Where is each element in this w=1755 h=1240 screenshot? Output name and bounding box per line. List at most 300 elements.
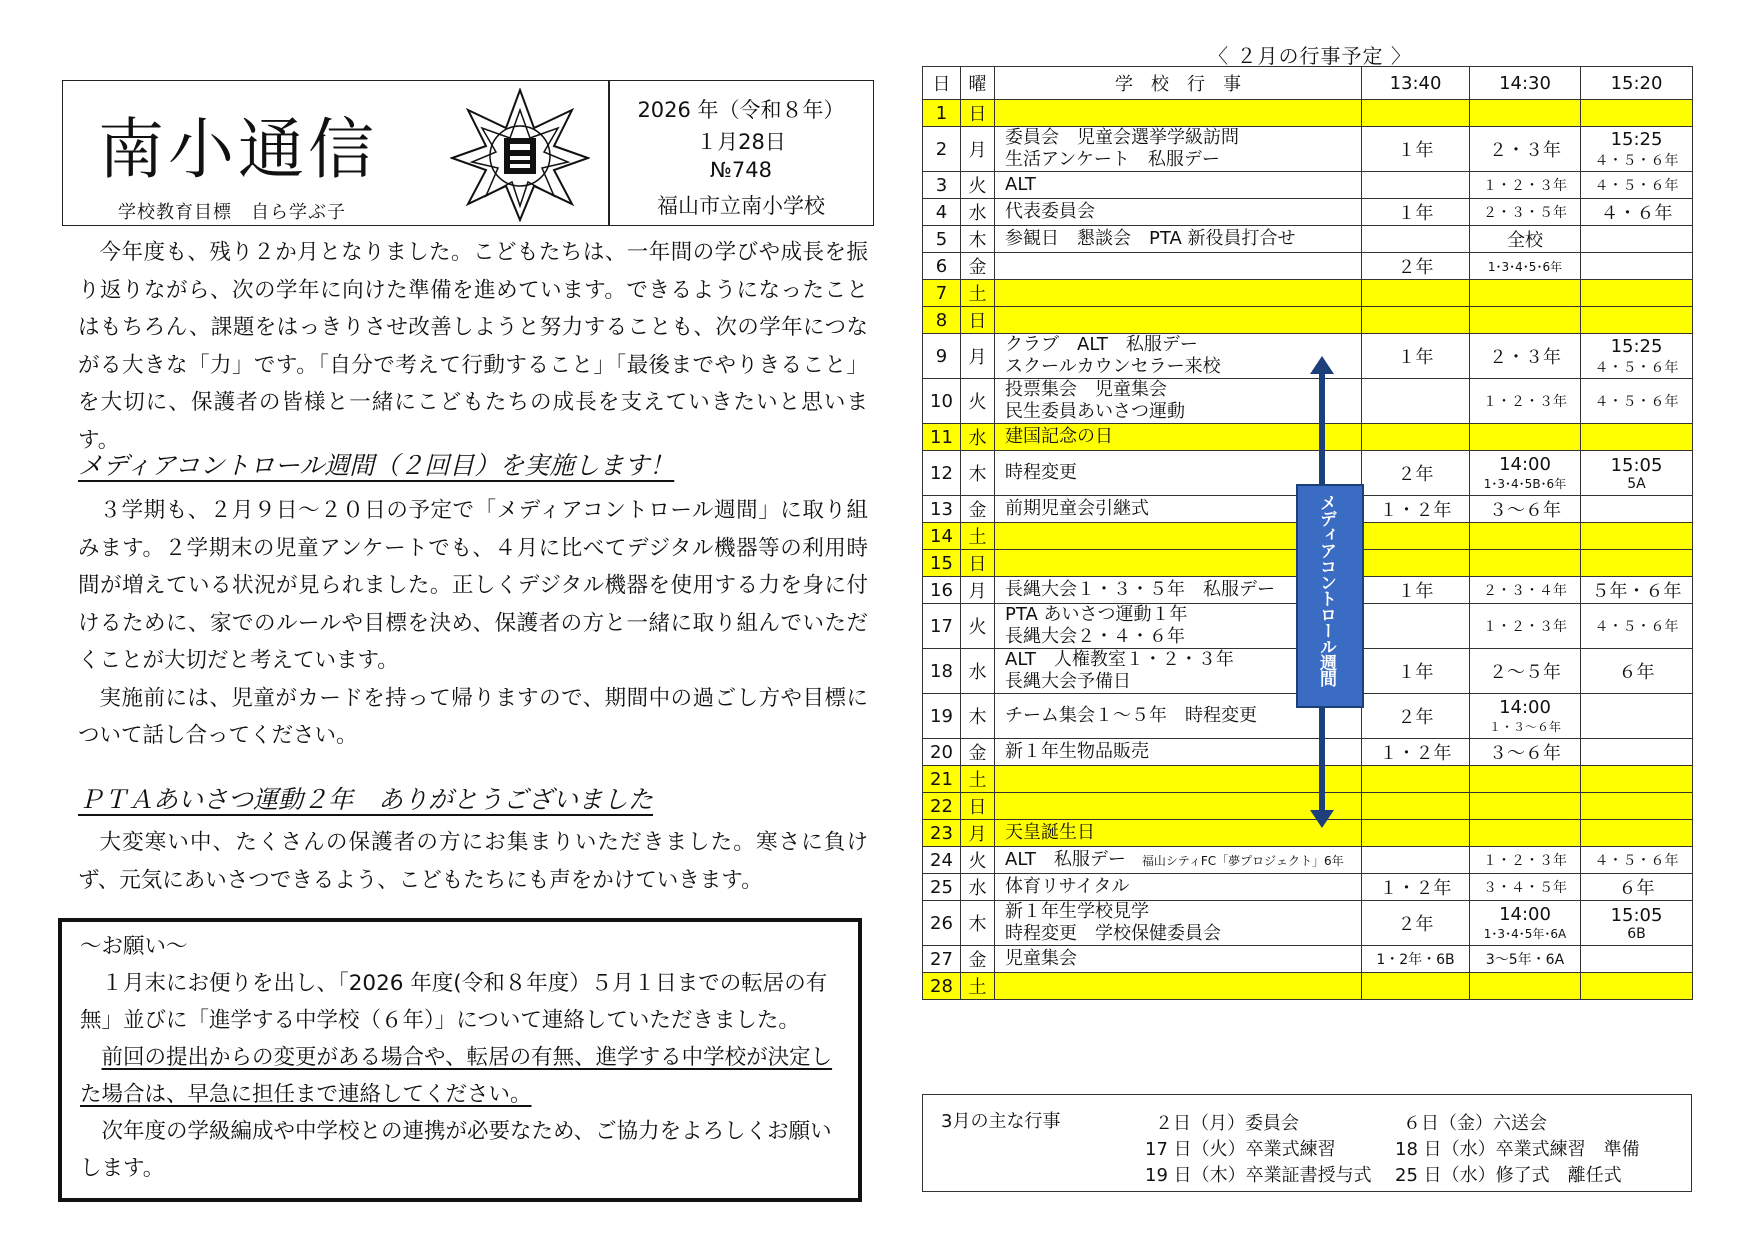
day-cell-text: 27 (930, 948, 953, 970)
weekday-cell-text: 火 (968, 176, 987, 197)
time-1430-cell (1470, 847, 1581, 874)
time-1430-cell (1470, 127, 1581, 172)
time-1520-cell (1581, 451, 1693, 496)
time-1520-cell-text: ６年 (1618, 662, 1655, 683)
time-1520-cell-text: 15:05 (1610, 904, 1663, 926)
paragraph: 実施前には、児童がカードを持って帰りますので、期間中の過ごし方や目標について話し合ってください。 (78, 685, 868, 748)
time-1430-cell (1470, 577, 1581, 604)
event-cell-text: 長縄大会１・３・５年 私服デー (1005, 579, 1275, 600)
time-1520-cell (1581, 847, 1693, 874)
time-1430-cell (1470, 946, 1581, 973)
time-1520-cell-text: ６年 (1618, 878, 1655, 899)
weekday-cell (961, 577, 995, 604)
time-1520-cell (1581, 694, 1693, 739)
time-1430-cell-text: 14:00 (1499, 454, 1551, 475)
time-1430-cell-text: 全校 (1507, 230, 1543, 251)
time-1340-cell (1362, 649, 1470, 694)
weekday-cell (961, 874, 995, 901)
day-cell-text: 8 (935, 309, 948, 331)
day-cell-text: 13 (930, 498, 953, 520)
weekday-cell-text: 月 (968, 347, 987, 368)
time-1520-cell-text: ４・５・６年 (1594, 394, 1679, 410)
time-1340-cell (1362, 793, 1470, 820)
time-1340-cell-text: ２年 (1397, 464, 1434, 485)
time-1340-cell-text: ２年 (1397, 707, 1434, 728)
time-1520-cell-text: 15:25 (1610, 128, 1663, 150)
time-1340-cell-text: 1・2年・6B (1376, 952, 1455, 968)
schedule-row (923, 946, 1693, 973)
day-cell (923, 820, 961, 847)
event-cell-text: 代表委員会 (1005, 201, 1095, 222)
time-1340-cell (1362, 172, 1470, 199)
day-cell (923, 307, 961, 334)
weekday-cell-text: 水 (968, 662, 987, 683)
march-event: 17 日（火）卒業式練習 (1145, 1139, 1336, 1160)
time-1520-cell (1581, 766, 1693, 793)
day-cell-text: 18 (930, 660, 953, 682)
weekday-cell-text: 土 (968, 284, 987, 305)
time-1430-cell (1470, 307, 1581, 334)
event-cell-text: PTA あいさつ運動１年 (1005, 604, 1188, 625)
time-1340-cell-text: １年 (1397, 347, 1434, 368)
weekday-cell-text: 日 (968, 104, 987, 125)
weekday-cell (961, 694, 995, 739)
time-1520-cell (1581, 280, 1693, 307)
day-cell (923, 946, 961, 973)
schedule-row (923, 901, 1693, 946)
weekday-cell-text: 日 (968, 554, 987, 575)
event-cell (995, 127, 1362, 172)
time-1520-cell (1581, 253, 1693, 280)
day-cell-text: 19 (930, 705, 953, 727)
time-1430-cell-text: １・２・３年 (1483, 619, 1567, 635)
time-1340-cell (1362, 127, 1470, 172)
time-1340-cell (1362, 334, 1470, 379)
schedule-header-row (923, 67, 1693, 100)
day-cell-text: 6 (935, 255, 948, 277)
time-1430-cell (1470, 973, 1581, 1000)
march-event: 25 日（水）修了式 離任式 (1395, 1165, 1622, 1186)
time-1430-cell-subtext: 1･3･4･5年･6A (1483, 927, 1567, 941)
event-cell-text: 委員会 児童会選挙学級訪問 (1005, 127, 1239, 148)
pta-greeting-text (78, 824, 868, 899)
event-cell-text: ALT 人権教室１・２・３年 (1005, 649, 1234, 670)
time-1520-cell-text: ５年・６年 (1591, 581, 1682, 602)
weekday-cell (961, 739, 995, 766)
event-cell (995, 199, 1362, 226)
event-cell-text: チーム集会１～５年 時程変更 (1005, 705, 1257, 726)
schedule-row (923, 226, 1693, 253)
event-cell (995, 901, 1362, 946)
intro-text (78, 234, 868, 459)
march-label: 3月の主な行事 (941, 1111, 1061, 1132)
time-1520-cell-subtext: ４・５・６年 (1594, 359, 1679, 376)
weekday-cell-text: 水 (968, 203, 987, 224)
time-1430-cell (1470, 199, 1581, 226)
march-events-box (922, 1094, 1692, 1192)
event-cell-text: 参観日 懇談会 PTA 新役員打合せ (1005, 228, 1296, 249)
time-1340-cell (1362, 199, 1470, 226)
time-1520-cell (1581, 649, 1693, 694)
day-cell (923, 793, 961, 820)
schedule-row (923, 127, 1693, 172)
weekday-cell (961, 847, 995, 874)
header-time-1430: 14:30 (1470, 67, 1581, 100)
time-1520-cell (1581, 307, 1693, 334)
media-week-label-box (1296, 484, 1364, 708)
event-cell-text: 時程変更 (1005, 462, 1077, 483)
time-1430-cell-text: ３・４・５年 (1483, 880, 1567, 896)
day-cell-text: 20 (930, 741, 953, 763)
event-cell (995, 973, 1362, 1000)
day-cell-text: 9 (935, 345, 948, 367)
event-cell (995, 280, 1362, 307)
time-1340-cell (1362, 946, 1470, 973)
time-1340-cell (1362, 379, 1470, 424)
time-1430-cell (1470, 280, 1581, 307)
time-1430-cell (1470, 496, 1581, 523)
event-cell-text: 体育リサイタル (1005, 876, 1130, 897)
day-cell-text: 4 (935, 201, 948, 223)
time-1520-cell-text: ４・５・６年 (1594, 853, 1679, 869)
media-control-text (78, 492, 868, 755)
schedule-row (923, 847, 1693, 874)
day-cell (923, 694, 961, 739)
event-cell (995, 874, 1362, 901)
weekday-cell (961, 307, 995, 334)
time-1340-cell (1362, 604, 1470, 649)
time-1430-cell-text: ２・３・５年 (1483, 205, 1567, 221)
weekday-cell-text: 火 (968, 851, 987, 872)
time-1430-cell (1470, 820, 1581, 847)
schedule-row (923, 973, 1693, 1000)
time-1430-cell-text: １・２・３年 (1483, 394, 1567, 410)
time-1340-cell-text: １年 (1397, 203, 1434, 224)
time-1430-cell-text: 14:00 (1499, 904, 1551, 925)
time-1340-cell-text: ２年 (1397, 257, 1434, 278)
weekday-cell (961, 334, 995, 379)
day-cell (923, 847, 961, 874)
day-cell-text: 1 (935, 102, 948, 124)
weekday-cell-text: 土 (968, 770, 987, 791)
notice-underlined-text: 前回の提出からの変更がある場合や、転居の有無、進学する中学校が決定した場合は、早急に担任まで連絡してください。 (80, 1045, 833, 1107)
time-1340-cell (1362, 973, 1470, 1000)
event-cell-text: 前期児童会引継式 (1005, 498, 1149, 519)
day-cell (923, 766, 961, 793)
time-1430-cell-text: ２・３年 (1489, 347, 1561, 368)
time-1430-cell (1470, 100, 1581, 127)
time-1340-cell (1362, 847, 1470, 874)
time-1520-cell-text: ４・５・６年 (1594, 619, 1679, 635)
event-cell-text: ALT (1005, 174, 1036, 195)
weekday-cell-text: 木 (968, 464, 987, 485)
weekday-cell (961, 280, 995, 307)
time-1340-cell (1362, 739, 1470, 766)
time-1430-cell-text: 1･3･4･5･6年 (1487, 259, 1563, 274)
paragraph: 大変寒い中、たくさんの保護者の方にお集まりいただきました。寒さに負けず、元気にあいさつできるよう、こどもたちにも声をかけていきます。 (78, 830, 868, 893)
weekday-cell (961, 793, 995, 820)
day-cell-text: 22 (930, 795, 953, 817)
weekday-cell (961, 523, 995, 550)
time-1430-cell-text: ２・３・４年 (1483, 583, 1567, 599)
time-1430-cell-subtext: １・３～６年 (1488, 720, 1561, 734)
weekday-cell (961, 550, 995, 577)
day-cell-text: 15 (930, 552, 953, 574)
time-1340-cell (1362, 307, 1470, 334)
weekday-cell (961, 127, 995, 172)
day-cell-text: 12 (930, 462, 953, 484)
time-1340-cell (1362, 226, 1470, 253)
weekday-cell (961, 901, 995, 946)
notice-title: ～お願い～ (80, 934, 188, 959)
time-1340-cell (1362, 100, 1470, 127)
time-1430-cell-text: ２・３年 (1489, 140, 1561, 161)
event-cell-text: 天皇誕生日 (1005, 822, 1095, 843)
time-1430-cell-text: １・２・３年 (1483, 178, 1567, 194)
header-time-1520: 15:20 (1581, 67, 1693, 100)
schedule-row (923, 253, 1693, 280)
weekday-cell-text: 金 (968, 257, 987, 278)
day-cell (923, 379, 961, 424)
day-cell-text: 26 (930, 912, 953, 934)
event-cell-text: 児童集会 (1005, 948, 1077, 969)
time-1430-cell (1470, 793, 1581, 820)
time-1430-cell (1470, 766, 1581, 793)
time-1520-cell (1581, 127, 1693, 172)
march-event: 19 日（木）卒業証書授与式 (1145, 1165, 1372, 1186)
day-cell (923, 253, 961, 280)
time-1430-cell (1470, 604, 1581, 649)
day-cell-text: 16 (930, 579, 953, 601)
weekday-cell (961, 973, 995, 1000)
weekday-cell-text: 月 (968, 824, 987, 845)
time-1430-cell (1470, 172, 1581, 199)
event-cell-text: 投票集会 児童集会 (1005, 379, 1167, 400)
day-cell (923, 496, 961, 523)
day-cell (923, 127, 961, 172)
weekday-cell-text: 木 (968, 914, 987, 935)
time-1520-cell-subtext: 5A (1627, 475, 1646, 492)
time-1340-cell (1362, 496, 1470, 523)
weekday-cell-text: 火 (968, 392, 987, 413)
time-1340-cell (1362, 523, 1470, 550)
time-1340-cell-text: １・２年 (1379, 878, 1452, 899)
issue-year: 2026 年（令和８年） (637, 98, 845, 122)
intro-paragraph: 今年度も、残り２か月となりました。こどもたちは、一年間の学びや成長を振り返りながら、次の学年に向けた準備を進めています。できるようになったことはもちろん、課題をはっきりさせ改善しようと努力することも、次の学年につながる大きな「力」です。「自分で考えて行動すること」「最後までやりきること」を大切に、保護者の皆様と一緒にこどもたちの成長を支えていきたいと思います。 (78, 240, 868, 453)
event-cell-text (1005, 849, 1361, 872)
time-1340-cell-text: １年 (1397, 662, 1434, 683)
time-1430-cell-subtext: 1･3･4･5B･6年 (1483, 477, 1567, 491)
time-1520-cell (1581, 739, 1693, 766)
time-1340-cell-text: １年 (1397, 581, 1434, 602)
weekday-cell-text: 木 (968, 707, 987, 728)
weekday-cell (961, 451, 995, 496)
weekday-cell (961, 946, 995, 973)
event-cell-text: 建国記念の日 (1005, 426, 1113, 447)
event-cell-text: クラブ ALT 私服デー (1005, 334, 1198, 355)
weekday-cell (961, 199, 995, 226)
time-1520-cell (1581, 100, 1693, 127)
issue-date: １月28日 (696, 130, 786, 154)
time-1520-cell-text: ４・６年 (1600, 203, 1673, 224)
header-weekday: 曜 (961, 67, 995, 100)
time-1430-cell-text: １・２・３年 (1483, 853, 1567, 869)
time-1520-cell (1581, 379, 1693, 424)
time-1520-cell (1581, 334, 1693, 379)
time-1340-cell-text: １・２年 (1379, 743, 1452, 764)
day-cell-text: 3 (935, 174, 948, 196)
weekday-cell (961, 820, 995, 847)
time-1520-cell (1581, 604, 1693, 649)
time-1430-cell (1470, 253, 1581, 280)
time-1340-cell (1362, 253, 1470, 280)
header-day: 日 (923, 67, 961, 100)
media-week-label: メディアコントロール週間 (1316, 494, 1336, 686)
time-1340-cell-text: ２年 (1397, 914, 1434, 935)
time-1430-cell-text: ２～５年 (1489, 662, 1561, 683)
day-cell (923, 901, 961, 946)
weekday-cell-text: 日 (968, 311, 987, 332)
school-emblem-icon (450, 88, 590, 222)
time-1430-cell (1470, 226, 1581, 253)
time-1520-cell (1581, 226, 1693, 253)
time-1340-cell (1362, 766, 1470, 793)
schedule-row (923, 874, 1693, 901)
school-name: 福山市立南小学校 (657, 194, 825, 218)
weekday-cell-text: 木 (968, 230, 987, 251)
day-cell (923, 523, 961, 550)
time-1520-cell (1581, 820, 1693, 847)
issue-number: №748 (710, 158, 772, 182)
notice-paragraph: １月末にお便りを出し、「2026 年度(令和８年度）５月１日までの転居の有無」並びに「進学する中学校（６年）」について連絡していただきました。 (80, 971, 828, 1033)
event-cell-subtext: 長縄大会２・４・６年 (1005, 626, 1185, 647)
day-cell-text: 14 (930, 525, 953, 547)
event-cell (995, 253, 1362, 280)
schedule-row (923, 100, 1693, 127)
day-cell-text: 23 (930, 822, 953, 844)
day-cell (923, 739, 961, 766)
time-1520-cell (1581, 901, 1693, 946)
time-1430-cell (1470, 379, 1581, 424)
day-cell (923, 172, 961, 199)
day-cell-text: 5 (935, 228, 948, 250)
header-time-1340: 13:40 (1362, 67, 1470, 100)
time-1340-cell (1362, 280, 1470, 307)
day-cell (923, 226, 961, 253)
time-1340-cell (1362, 577, 1470, 604)
time-1430-cell (1470, 424, 1581, 451)
weekday-cell-text: 月 (968, 140, 987, 161)
time-1430-cell-text: ３～６年 (1489, 743, 1561, 764)
schedule-row (923, 199, 1693, 226)
time-1430-cell-text: ３～６年 (1489, 500, 1561, 521)
time-1430-cell-text: 14:00 (1499, 697, 1551, 718)
day-cell (923, 451, 961, 496)
time-1520-cell-text: 15:05 (1610, 454, 1663, 476)
time-1520-cell (1581, 973, 1693, 1000)
time-1430-cell-text: 3～5年・6A (1485, 952, 1565, 968)
march-event: ２日（月）委員会 (1155, 1113, 1299, 1134)
event-cell-subtext: 民生委員あいさつ運動 (1005, 401, 1185, 422)
day-cell-text: 25 (930, 876, 953, 898)
weekday-cell-text: 火 (968, 617, 987, 638)
time-1340-cell-text: １・２年 (1379, 500, 1452, 521)
weekday-cell (961, 649, 995, 694)
time-1340-cell-text: １年 (1397, 140, 1434, 161)
pta-greeting-heading: ＰＴＡあいさつ運動２年 ありがとうございました (78, 785, 654, 814)
time-1520-cell (1581, 424, 1693, 451)
time-1520-cell (1581, 496, 1693, 523)
time-1430-cell (1470, 550, 1581, 577)
weekday-cell (961, 100, 995, 127)
day-cell-text: 24 (930, 849, 953, 871)
time-1520-cell (1581, 577, 1693, 604)
time-1520-cell (1581, 523, 1693, 550)
time-1520-cell-subtext: 6B (1627, 925, 1646, 942)
header-events: 学 校 行 事 (995, 67, 1362, 100)
time-1430-cell (1470, 523, 1581, 550)
time-1430-cell (1470, 739, 1581, 766)
weekday-cell-text: 月 (968, 581, 987, 602)
march-event: 18 日（水）卒業式練習 準備 (1395, 1139, 1640, 1160)
schedule-title: 〈 ２月の行事予定 〉 (1208, 44, 1412, 68)
event-cell (995, 172, 1362, 199)
day-cell (923, 100, 961, 127)
day-cell-text: 28 (930, 975, 953, 997)
time-1520-cell (1581, 199, 1693, 226)
day-cell-text: 21 (930, 768, 953, 790)
time-1430-cell (1470, 649, 1581, 694)
weekday-cell (961, 172, 995, 199)
notice-paragraph: 次年度の学級編成や中学校との連携が必要なため、ご協力をよろしくお願いします。 (80, 1119, 832, 1181)
time-1340-cell (1362, 901, 1470, 946)
time-1340-cell (1362, 874, 1470, 901)
day-cell-text: 7 (935, 282, 948, 304)
event-cell (995, 307, 1362, 334)
day-cell-text: 10 (930, 390, 953, 412)
newsletter-title: 南小通信 (98, 111, 378, 188)
request-notice-box (58, 918, 862, 1202)
event-cell-text: 新１年生学校見学 (1005, 901, 1149, 922)
schedule-row (923, 280, 1693, 307)
march-event: ６日（金）六送会 (1403, 1113, 1547, 1134)
event-cell-text: 新１年生物品販売 (1005, 741, 1149, 762)
event-cell (995, 847, 1362, 874)
day-cell (923, 874, 961, 901)
event-note: 福山シティFC「夢プロジェクト」6年 (1141, 853, 1344, 868)
weekday-cell (961, 766, 995, 793)
weekday-cell (961, 379, 995, 424)
time-1520-cell (1581, 550, 1693, 577)
time-1430-cell (1470, 451, 1581, 496)
day-cell (923, 649, 961, 694)
time-1340-cell (1362, 694, 1470, 739)
time-1340-cell (1362, 451, 1470, 496)
day-cell (923, 550, 961, 577)
event-cell (995, 226, 1362, 253)
day-cell (923, 604, 961, 649)
weekday-cell (961, 226, 995, 253)
school-motto: 学校教育目標 自ら学ぶ子 (118, 202, 346, 223)
weekday-cell-text: 水 (968, 878, 987, 899)
time-1520-cell-subtext: ４・５・６年 (1594, 152, 1679, 169)
weekday-cell-text: 水 (968, 428, 987, 449)
weekday-cell-text: 日 (968, 797, 987, 818)
weekday-cell-text: 金 (968, 500, 987, 521)
day-cell (923, 973, 961, 1000)
weekday-cell (961, 496, 995, 523)
event-cell-subtext: スクールカウンセラー来校 (1005, 356, 1221, 377)
